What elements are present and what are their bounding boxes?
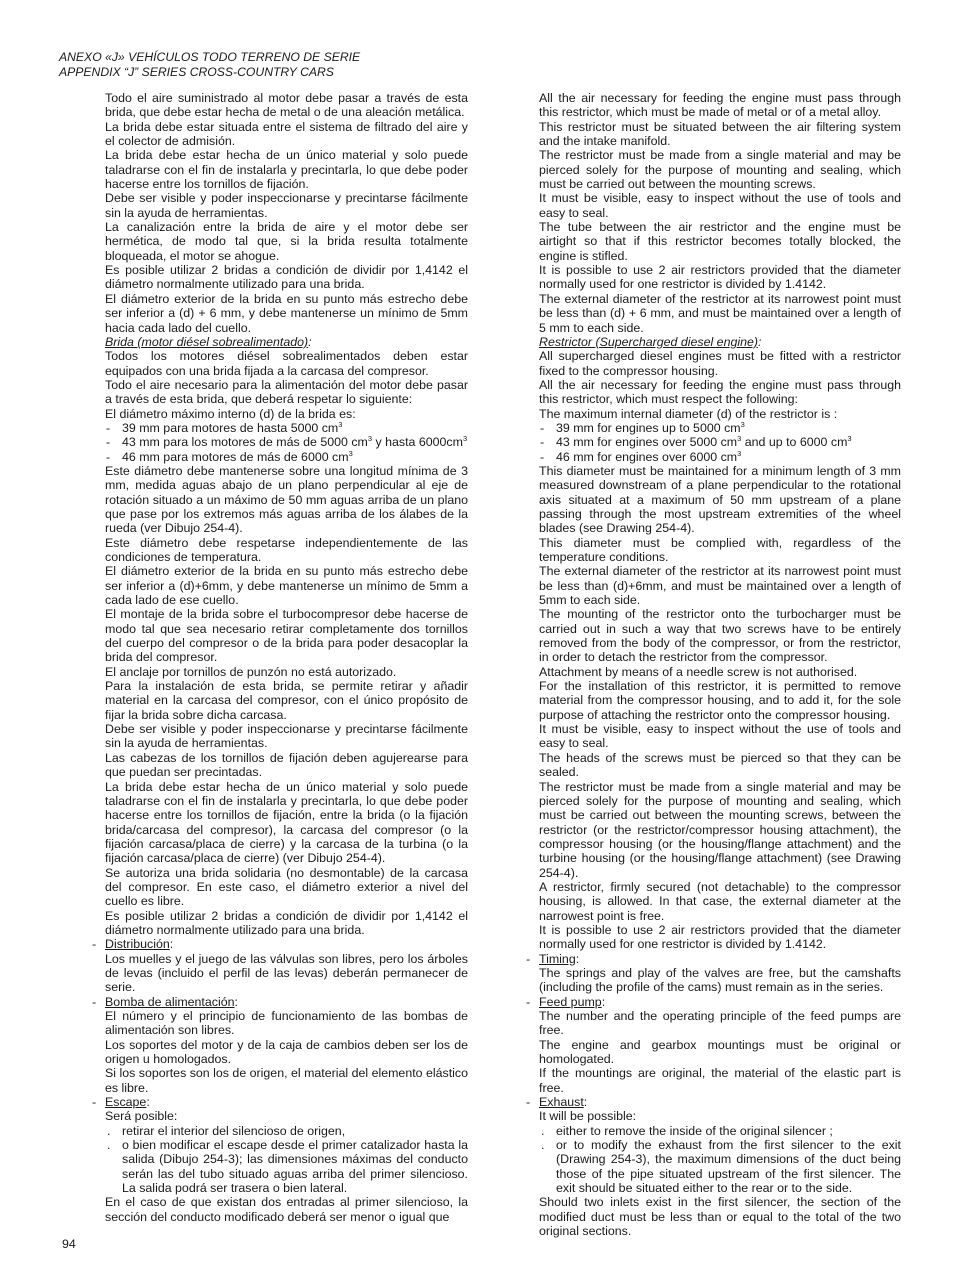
section-exhaust [526,1095,901,1239]
paragraph: Todo el aire necesario para la alimentación del motor debe pasar a través de esta brida, que deberá respetar lo siguiente: [105,377,468,407]
running-header [59,50,360,79]
page-number: 94 [62,1237,76,1251]
section-distribucion [92,937,468,995]
paragraph: Será posible: [105,1109,178,1124]
section-timing [526,951,901,995]
paragraph: The springs and play of the valves are free, but the camshafts (including the profile of the cams) must remain as in the series. [539,965,901,995]
section-escape [92,1095,468,1224]
list-item: . or to modify the exhaust from the first silencer to the exit (Drawing 254-3), the maximum dimensions of the duct being those of the pipe situated upstream of the first silencer. The exit should be situated either to the rear or to the side. [541,1138,901,1196]
paragraph: The tube between the air restrictor and the engine must be airtight so that if this restrictor becomes totally blocked, the engine is stifled. [539,220,901,263]
paragraph: El diámetro máximo interno (d) de la brida es: [105,406,356,421]
paragraph: Si los soportes son los de origen, el material del elemento elástico es libre. [105,1066,468,1095]
paragraph: En el caso de que existan dos entradas al primer silencioso, la sección del conducto modificado deberá ser menor o igual que [105,1195,468,1224]
paragraph: Todos los motores diésel sobrealimentados deben estar equipados con una brida fijada a la carcasa del compresor. [105,349,468,378]
diesel-subheading: Restrictor (Supercharged diesel engine): [539,334,762,349]
paragraph: La brida debe estar hecha de un único material y solo puede taladrarse con el fin de instalarla y precintarla, lo que debe poder hacerse entre los tornillos de fijación. [105,148,468,192]
paragraph: It must be visible, easy to inspect without the use of tools and easy to seal. [539,722,901,751]
paragraph: La brida debe estar hecha de un único material y solo puede taladrarse con el fin de instalarla y precintarla, lo que debe poder hacerse entre los tornillos de fijación, entre la brida (o la fijación brida/carcasa del compresor), la carcasa del compresor (o la fijación carcasa/placa de cierre) y la carcasa de la turbina (o la fijación carcasa/placa de cierre) (ver Dibujo 254-4). [105,779,468,866]
paragraph: Los muelles y el juego de las válvulas son libres, pero los árboles de levas (incluido el perfil de las levas) deberán permanecer de serie. [105,951,468,995]
paragraph: Se autoriza una brida solidaria (no desmontable) de la carcasa del compresor. En este caso, el diámetro exterior a nivel del cuello es libre. [105,865,468,909]
list-item: - 46 mm para motores de más de 6000 $cm^3$ [106,448,353,464]
header-english: APPENDIX “J” SERIES CROSS-COUNTRY CARS [59,64,334,79]
paragraph: It is possible to use 2 air restrictors provided that the diameter normally used for one restrictor is divided by 1.4142. [539,263,901,292]
paragraph: El anclaje por tornillos de punzón no está autorizado. [105,664,397,679]
list-item: - 46 mm for engines over 6000 $cm^3$ [540,448,742,464]
paragraph: All the air necessary for feeding the engine must pass through this restrictor, which must be made of metal or of a metal alloy. [539,91,901,120]
column-english [526,91,901,1239]
paragraph: Debe ser visible y poder inspeccionarse y precintarse fácilmente sin la ayuda de herramientas. [105,191,468,220]
paragraph: Para la instalación de esta brida, se permite retirar y añadir material en la carcasa del compresor, con el único propósito de fijar la brida sobre dicha carcasa. [105,679,468,722]
section-heading: - Escape: [92,1095,150,1110]
list-item: - 39 mm for engines up to 5000 $cm^3$ [540,419,745,435]
list-item: . retirar el interior del silencioso de origen, [107,1123,346,1138]
paragraph: Este diámetro debe mantenerse sobre una longitud mínima de 3 mm, medida aguas abajo de un plano perpendicular al eje de rotación situado a un máximo de 50 mm aguas arriba de un plano que pase por los extremos más aguas arriba de los álabes de la rueda (ver Dibujo 254-4). [105,463,468,536]
paragraph: The heads of the screws must be pierced so that they can be sealed. [539,750,901,780]
paragraph: La canalización entre la brida de aire y el motor debe ser hermética, de modo tal que, si la brida resulta totalmente bloqueada, el motor se ahogue. [105,220,468,263]
paragraph: This diameter must be complied with, regardless of the temperature conditions. [539,535,901,564]
paragraph: All supercharged diesel engines must be fitted with a restrictor fixed to the compressor housing. [539,349,901,378]
paragraph: Attachment by means of a needle screw is not authorised. [539,664,858,679]
paragraph: The engine and gearbox mountings must be original or homologated. [539,1037,901,1067]
section-heading: - Feed pump: [526,994,606,1009]
paragraph: The mounting of the restrictor onto the turbocharger must be carried out in such a way that two screws have to be entirely removed from the body of the compressor, or from the restrictor, in order to detach the restrictor from the compressor. [539,607,901,665]
subheading-title: Restrictor (Supercharged diesel engine) [539,334,759,349]
paragraph: El diámetro exterior de la brida en su punto más estrecho debe ser inferior a (d) + 6 mm, y debe mantenerse un mínimo de 5mm hacia cada lado del cuello. [105,291,468,335]
paragraph: The restrictor must be made from a single material and may be pierced solely for the purpose of mounting and sealing, which must be carried out between the mounting screws, between the restrictor (or the restrictor/compressor housing attachment), the compressor housing (or the housing/flange attachment) and the turbine housing (or the housing/flange attachment) (see Drawing 254-4). [539,779,901,880]
section-heading: - Timing: [526,951,580,966]
subheading-title: Brida (motor diésel sobrealimentado) [105,334,309,349]
paragraph: If the mountings are original, the material of the elastic part is free. [539,1066,901,1095]
paragraph: All the air necessary for feeding the engine must pass through this restrictor, which must respect the following: [539,377,901,407]
paragraph: Debe ser visible y poder inspeccionarse y precintarse fácilmente sin la ayuda de herramientas. [105,722,468,751]
header-spanish: ANEXO «J» VEHÍCULOS TODO TERRENO DE SERIE [59,50,361,64]
paragraph: A restrictor, firmly secured (not detachable) to the compressor housing, is allowed. In that case, the external diameter at the narrowest point is free. [539,879,901,923]
paragraph: The restrictor must be made from a single material and may be pierced solely for the purpose of mounting and sealing, which must be carried out between the mounting screws. [539,148,901,192]
section-heading: - Bomba de alimentación: [92,994,238,1009]
paragraph: The external diameter of the restrictor at its narrowest point must be less than (d) + 6 mm, and must be maintained over a length of 5 mm to each side. [539,291,901,335]
paragraph: Should two inlets exist in the first silencer, the section of the modified duct must be less than or equal to the total of the two original sections. [539,1195,901,1239]
paragraph: La brida debe estar situada entre el sistema de filtrado del aire y el colector de admisión. [105,119,468,149]
paragraph: Este diámetro debe respetarse independientemente de las condiciones de temperatura. [105,535,468,564]
list-item: . either to remove the inside of the original silencer ; [541,1123,833,1138]
list-item: - 43 mm for engines over 5000 $cm^3$ and up to 6000 $cm^3$ [540,434,852,450]
paragraph: The external diameter of the restrictor at its narrowest point must be less than (d)+6mm, and must be maintained over a length of 5mm to each side. [539,564,901,608]
paragraph: The maximum internal diameter (d) of the restrictor is : [539,406,838,421]
paragraph: Es posible utilizar 2 bridas a condición de dividir por 1,4142 el diámetro normalmente utilizado para una brida. [105,263,468,292]
column-spanish [92,91,468,1224]
paragraph: Es posible utilizar 2 bridas a condición de dividir por 1,4142 el diámetro normalmente utilizado para una brida. [105,908,468,937]
list-item: - 39 mm para motores de hasta 5000 $cm^3$ [106,419,343,435]
paragraph: The number and the operating principle of the feed pumps are free. [539,1009,901,1038]
paragraph: Todo el aire suministrado al motor debe pasar a través de esta brida, que debe estar hecha de metal o de una aleación metálica. [105,91,468,120]
diesel-subheading: Brida (motor diésel sobrealimentado): [105,334,312,349]
paragraph: El número y el principio de funcionamiento de las bombas de alimentación son libres. [105,1009,468,1038]
section-feed-pump [526,994,901,1095]
list-item: . o bien modificar el escape desde el primer catalizador hasta la salida (Dibujo 254-3); las dimensiones máximas del conducto serán las del tubo situado aguas arriba del primer silencioso. La salida podrá ser trasera o bien lateral. [107,1138,468,1196]
section-heading: - Exhaust: [526,1095,588,1110]
paragraph: El montaje de la brida sobre el turbocompresor debe hacerse de modo tal que sea necesario retirar completamente dos tornillos del cuerpo del compresor o de la brida para poder desacoplar la brida del compresor. [105,607,468,665]
paragraph: It is possible to use 2 air restrictors provided that the diameter normally used for one restrictor is divided by 1.4142. [539,922,901,952]
paragraph: For the installation of this restrictor, it is permitted to remove material from the compressor housing, and to add it, for the sole purpose of attaching the restrictor onto the compressor housing. [539,679,901,722]
list-item: - 43 mm para los motores de más de 5000 $cm^3$ y hasta $6000cm^3$ [106,434,468,450]
paragraph: This diameter must be maintained for a minimum length of 3 mm measured downstream of a plane perpendicular to the rotational axis situated at a maximum of 50 mm upstream of a plane passing through the most upstream extremities of the wheel blades (see Drawing 254-4). [539,463,901,536]
paragraph: Las cabezas de los tornillos de fijación deben agujerearse para que puedan ser precintadas. [105,750,468,780]
section-heading: - Distribución: [92,937,174,952]
paragraph: It must be visible, easy to inspect without the use of tools and easy to seal. [539,191,901,220]
paragraph: Los soportes del motor y de la caja de cambios deben ser los de origen u homologados. [105,1037,468,1067]
paragraph: El diámetro exterior de la brida en su punto más estrecho debe ser inferior a (d)+6mm, y debe mantenerse un mínimo de 5mm a cada lado de ese cuello. [105,564,468,608]
paragraph: This restrictor must be situated between the air filtering system and the intake manifold. [539,119,901,149]
section-bomba-alimentacion [92,994,468,1095]
paragraph: It will be possible: [539,1109,637,1124]
